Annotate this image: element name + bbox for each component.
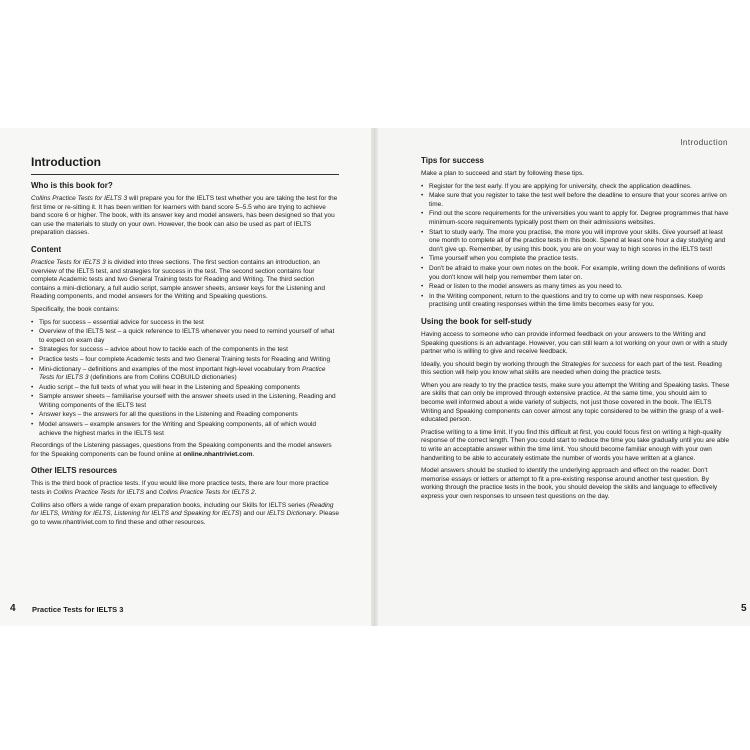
- list-item: • Audio script – the full texts of what you will hear in the Listening and Speaking components: [31, 384, 339, 393]
- list-item: • In the Writing component, return to the questions and try to come up with new responses. Keep practising until creating responses within the time limits becomes easy for you.: [421, 293, 731, 310]
- list-item: • Don't be afraid to make your own notes on the book. For example, writing down the definitions of words you don't know will help you remember them later on.: [421, 265, 731, 282]
- online-link[interactable]: online.nhantriviet.com: [183, 450, 253, 458]
- right-page-content: [421, 156, 731, 506]
- who-heading: Who is this book for?: [31, 181, 113, 190]
- list-item: • Model answers – example answers for the Writing and Speaking components, all of which would achieve the highest marks in the IELTS test: [31, 421, 339, 438]
- list-item: • Answer keys – the answers for all the questions in the Listening and Reading components: [31, 411, 339, 420]
- title-rule: [31, 174, 339, 175]
- list-item: • Time yourself when you complete the practice tests.: [421, 255, 731, 264]
- other-resources-paragraph-1: This is the third book of practice tests. If you would like more practice tests, there are four more practice tests in Collins Practice Tests for IELTS and Collins Practice Tests for IELTS 2.: [31, 480, 329, 497]
- recordings-paragraph: Recordings of the Listening passages, questions from the Speaking components and the model answers for the Speaking components can be found online at online.nhantriviet.com.: [31, 442, 332, 458]
- contents-list: [31, 319, 339, 439]
- who-paragraph: Collins Practice Tests for IELTS 3 will prepare you for the IELTS test whether you are taking the test for the first time or re-sitting it. It has been written for learners with band score 5–5.5 who are trying to achieve band score 6 or higher. The book, with its answer key and model answers, has been designed so that you can use the materials to study on your own. However, the book can also be used as part of IELTS preparation classes.: [31, 195, 338, 237]
- page-number-right: 5: [741, 603, 747, 614]
- list-item: • Tips for success – essential advice for success in the test: [31, 319, 339, 328]
- other-resources-heading: Other IELTS resources: [31, 466, 118, 476]
- book-title-footer: Practice Tests for IELTS 3: [32, 605, 124, 614]
- self-study-paragraph: Model answers should be studied to identify the underlying approach and effect on the reader. Don't memorise essays or letters or attempt to fit a pre-existing response around another test question. By working through the practice tests in the book, you should develop the skills and language to effectively express your own responses to unseen test questions on the day.: [421, 467, 718, 500]
- tips-intro: Make a plan to succeed and start by following these tips.: [421, 170, 584, 177]
- chapter-title: Introduction: [31, 155, 101, 169]
- self-study-paragraph: Practise writing to a time limit. If you find this difficult at first, you could focus first on writing a high-quality response of the correct length. Then you could start to reduce the time you take gradually until you are able to write an acceptable answer within the time limit. You should become familiar enough with your own handwriting to be able to accurately estimate the number of words you have written at a glance.: [421, 428, 730, 462]
- self-study-paragraph: Having access to someone who can provide informed feedback on your answers to the Writing and Speaking questions is an advantage. However, you can still learn a lot working on your own or with a study partner who is willing to give and receive feedback.: [421, 330, 728, 356]
- other-resources-paragraph-2: Collins also offers a wide range of exam preparation books, including our Skills for IELTS series (Reading for IELTS, Writing for IELTS, Listening for IELTS and Speaking for IELTS) and our IELTS Dictionary. Please go to www.nhantriviet.com to find these and other resources.: [31, 501, 339, 526]
- left-page-content: [31, 154, 339, 531]
- content-paragraph: Practice Tests for IELTS 3 is divided into three sections. The first section contains an introduction, an overview of the IELTS test, and strategies for success in the test. The second section contains four complete Academic tests and two General Training tests for Reading and Writing. The third section contains a mini-dictionary, a full audio script, sample answer sheets, answer keys for the Listening and Reading components, and model answers for the Writing and Speaking questions.: [31, 258, 325, 301]
- self-study-heading: Using the book for self-study: [421, 316, 532, 326]
- tips-heading: Tips for success: [421, 156, 484, 165]
- content-heading: Content: [31, 244, 62, 254]
- book-gutter: [371, 128, 378, 626]
- list-item: • Overview of the IELTS test – a quick reference to IELTS whenever you need to remind yourself of what to expect on exam day: [31, 328, 339, 345]
- list-item: • Practice tests – four complete Academic tests and two General Training tests for Reading and Writing: [31, 356, 339, 365]
- list-item: • Read or listen to the model answers as many times as you need to.: [421, 283, 731, 292]
- list-item: • Strategies for success – advice about how to tackle each of the components in the test: [31, 346, 339, 355]
- list-intro: Specifically, the book contains:: [31, 305, 120, 313]
- tips-list: [421, 183, 731, 310]
- list-item: • Register for the test early. If you are applying for university, check the application deadlines.: [421, 183, 731, 192]
- list-item: • Start to study early. The more you practise, the more you will improve your skills. Give yourself at least one month to complete all of the practice tests in this book. Spend at least one hour a day studying and don't give up. Remember, by using this book, you are on your way to high scores in the IELTS test!: [421, 229, 731, 255]
- list-item: • Make sure that you register to take the test well before the deadline to ensure that your scores arrive on time.: [421, 192, 731, 209]
- list-item: • Find out the score requirements for the universities you want to apply for. Degree programmes that have minimum-score requirements typically post them on their admissions websites.: [421, 210, 731, 227]
- list-item: • Sample answer sheets – familiarise yourself with the answer sheets used in the Listening, Reading and Writing components of the IELTS test: [31, 393, 339, 410]
- self-study-paragraph: When you are ready to try the practice tests, make sure you attempt the Writing and Speaking tasks. These are skills that can only be improved through extensive practice. At the same time, you should aim to become well informed about a wide variety of subjects, not just those covered in the book. The IELTS Writing and Speaking components can cover almost any topic considered to be within the grasp of a well-educated person.: [421, 381, 730, 424]
- running-head: Introduction: [680, 138, 728, 147]
- list-item: • Mini-dictionary – definitions and examples of the most important high-level vocabulary from Practice Tests for IELTS 3 (definitions are from Collins COBUILD dictionaries): [31, 366, 339, 383]
- self-study-paragraph: Ideally, you should begin by working through the Strategies for success for each part of the test. Reading this section will help you know what skills are needed when doing the practice tests.: [421, 360, 722, 377]
- page-number-left: 4: [10, 603, 16, 614]
